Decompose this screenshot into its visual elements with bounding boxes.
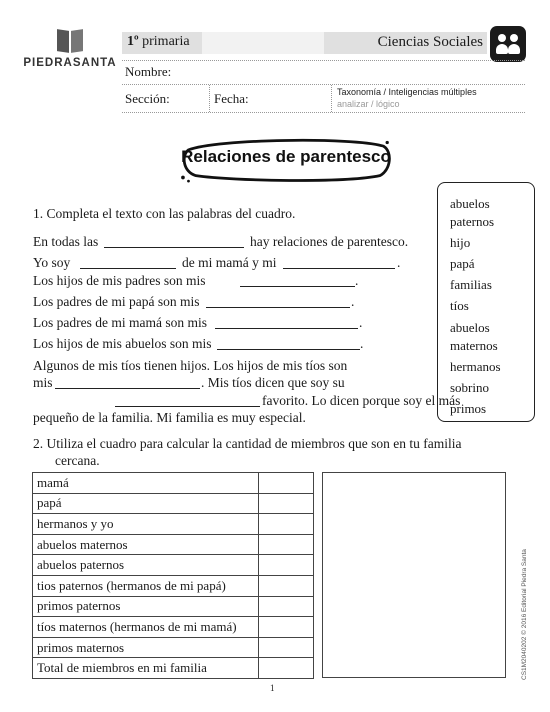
text-line: Los padres de mi papá son mis <box>33 294 200 309</box>
count-cell[interactable] <box>259 637 314 658</box>
row-label: primos paternos <box>33 596 259 617</box>
count-cell[interactable] <box>259 493 314 514</box>
publisher-logo <box>20 30 120 69</box>
count-cell[interactable] <box>259 534 314 555</box>
drawing-box[interactable] <box>322 472 506 678</box>
answer-blank[interactable] <box>240 286 355 287</box>
word-item: papá <box>450 256 475 271</box>
word-box <box>437 182 535 422</box>
page-title: Relaciones de parentesco <box>181 147 391 166</box>
answer-blank[interactable] <box>283 268 395 269</box>
row-label: primos maternos <box>33 637 259 658</box>
grade-label: 1º primaria <box>127 34 190 49</box>
table-row <box>33 575 314 596</box>
section-label: Sección: <box>125 91 170 106</box>
text-line: favorito. Lo dicen porque soy el más <box>262 393 461 408</box>
text-line: . <box>359 315 363 330</box>
page-number: 1 <box>270 683 275 693</box>
text-line: En todas las <box>33 234 99 249</box>
table-row <box>33 473 314 494</box>
family-table <box>32 472 314 679</box>
logo-text: PIEDRASANTA <box>23 57 117 69</box>
word-item: hijo <box>450 235 471 250</box>
word-item: sobrino <box>450 380 489 395</box>
text-line: . Mis tíos dicen que soy su <box>201 375 345 390</box>
row-label: abuelos maternos <box>33 534 259 555</box>
count-cell[interactable] <box>259 555 314 576</box>
copyright-text: CS1M2040202 © 2016 Editorial Piedra Santa <box>521 549 528 680</box>
table-row <box>33 493 314 514</box>
subject-label: Ciencias Sociales <box>377 34 483 50</box>
count-cell[interactable] <box>259 658 314 679</box>
text-line: pequeño de la familia. Mi familia es muy especial. <box>33 410 306 425</box>
row-label: mamá <box>33 473 259 494</box>
word-item: tíos <box>450 298 469 313</box>
table-row <box>33 596 314 617</box>
text-line: Los hijos de mis abuelos son mis <box>33 336 212 351</box>
word-item: abuelos <box>450 196 490 211</box>
row-label: papá <box>33 493 259 514</box>
count-cell[interactable] <box>259 575 314 596</box>
word-item: abuelos <box>450 320 490 335</box>
answer-blank[interactable] <box>206 307 350 308</box>
date-label: Fecha: <box>214 91 249 106</box>
text-line: . <box>360 336 364 351</box>
text-line: mis <box>33 375 53 390</box>
count-cell[interactable] <box>259 617 314 638</box>
text-line: . <box>351 294 355 309</box>
word-item: hermanos <box>450 359 501 374</box>
text-line: . <box>397 255 401 270</box>
text-line: Los hijos de mis padres son mis <box>33 273 206 288</box>
text-line: de mi mamá y mi <box>182 255 277 270</box>
table-row <box>33 617 314 638</box>
taxonomy-sub: analizar / lógico <box>337 99 400 109</box>
exercise2-instruction-cont: cercana. <box>55 453 100 468</box>
row-label: Total de miembros en mi familia <box>33 658 259 679</box>
table-row <box>33 514 314 535</box>
text-line: hay relaciones de parentesco. <box>250 234 409 249</box>
answer-blank[interactable] <box>55 388 200 389</box>
row-label: abuelos paternos <box>33 555 259 576</box>
exercise1-instruction: 1. Completa el texto con las palabras del cuadro. <box>33 206 296 221</box>
word-item: maternos <box>450 338 498 353</box>
row-label: tíos maternos (hermanos de mi mamá) <box>33 617 259 638</box>
table-row <box>33 555 314 576</box>
word-item: familias <box>450 277 492 292</box>
people-icon <box>490 26 526 62</box>
text-line: . <box>355 273 359 288</box>
table-row <box>33 658 314 679</box>
book-icon <box>57 30 83 52</box>
name-label: Nombre: <box>125 64 172 79</box>
answer-blank[interactable] <box>115 406 260 407</box>
table-row <box>33 534 314 555</box>
count-cell[interactable] <box>259 596 314 617</box>
answer-blank[interactable] <box>104 247 244 248</box>
text-line: Yo soy <box>33 255 71 270</box>
table-row <box>33 637 314 658</box>
text-line: Algunos de mis tíos tienen hijos. Los hijos de mis tíos son <box>33 358 348 373</box>
answer-blank[interactable] <box>80 268 176 269</box>
taxonomy-label: Taxonomía / Inteligencias múltiples <box>337 87 477 97</box>
word-item: paternos <box>450 214 495 229</box>
word-item: primos <box>450 401 487 416</box>
count-cell[interactable] <box>259 514 314 535</box>
exercise2-instruction: 2. Utiliza el cuadro para calcular la cantidad de miembros que son en tu familia <box>33 436 462 451</box>
text-line: Los padres de mi mamá son mis <box>33 315 207 330</box>
answer-blank[interactable] <box>215 328 358 329</box>
count-cell[interactable] <box>259 473 314 494</box>
row-label: hermanos y yo <box>33 514 259 535</box>
answer-blank[interactable] <box>217 349 360 350</box>
row-label: tios paternos (hermanos de mi papá) <box>33 575 259 596</box>
grade-subject-bar <box>122 32 487 54</box>
